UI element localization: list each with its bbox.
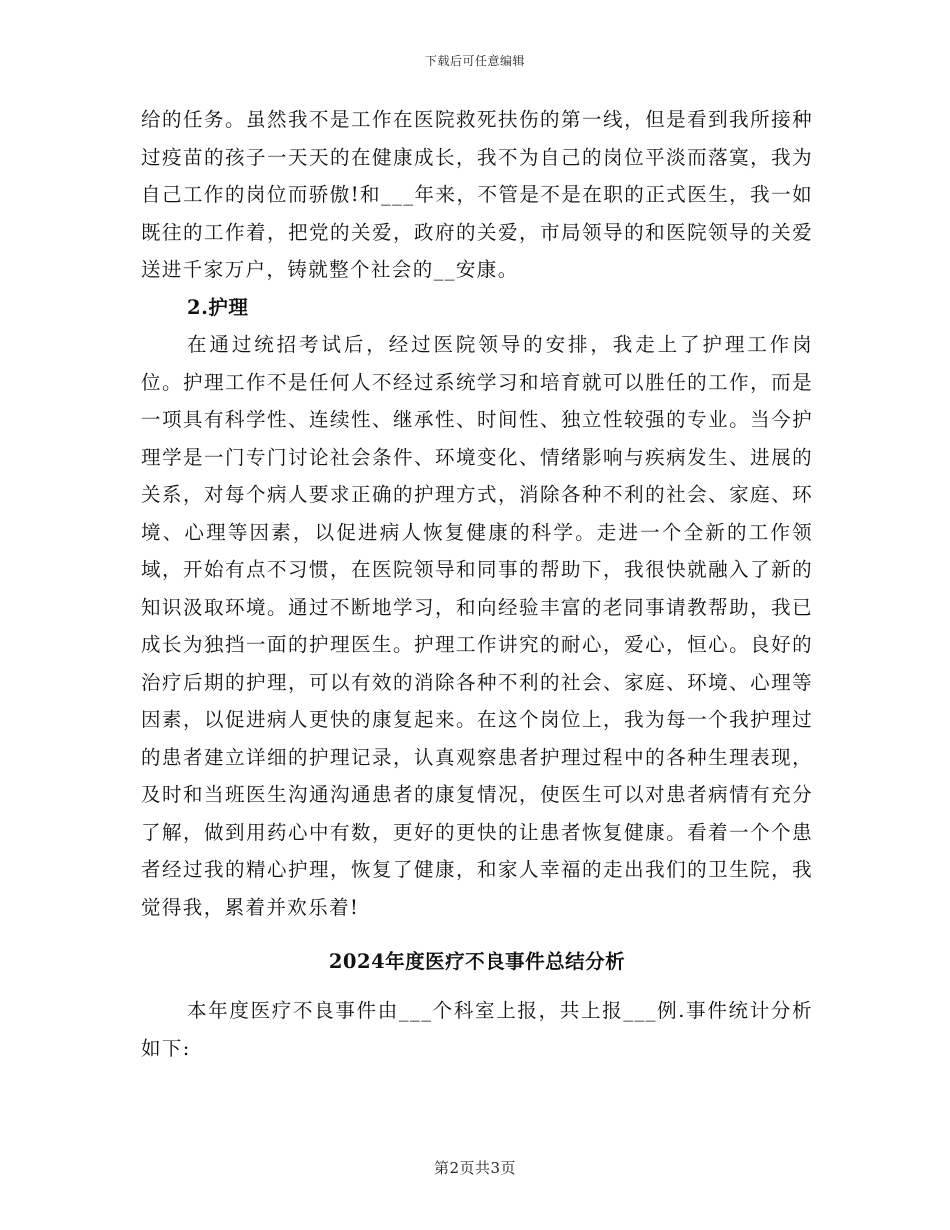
page-header-note: 下载后可任意编辑 — [424, 54, 525, 68]
section-heading-nursing: 2.护理 — [187, 295, 249, 319]
paragraph-continued: 给的任务。虽然我不是工作在医院救死扶伤的第一线，但是看到我所接种过疫苗的孩子一天天的在健康成长，我不为自己的岗位平淡而落寞，我为自己工作的岗位而骄傲!和___年来，不管是不是在职的正式医生，我一如既往的工作着，把党的关爱，政府的关爱，市局领导的和医院领导的关爱送进千家万户，铸就整个社会的__安康。 — [141, 108, 813, 281]
document-body — [141, 101, 813, 1067]
page-number-footer: 第2页共3页 — [433, 1159, 517, 1177]
paragraph-nursing: 在通过统招考试后，经过医院领导的安排，我走上了护理工作岗位。护理工作不是任何人不经过系统学习和培育就可以胜任的工作，而是一项具有科学性、连续性、继承性、时间性、独立性较强的专业。当今护理学是一门专门讨论社会条件、环境变化、情绪影响与疾病发生、进展的关系，对每个病人要求正确的护理方式，消除各种不利的社会、家庭、环境、心理等因素，以促进病人恢复健康的科学。走进一个全新的工作领域，开始有点不习惯，在医院领导和同事的帮助下，我很快就融入了新的知识汲取环境。通过不断地学习，和向经验丰富的老同事请教帮助，我已成长为独挡一面的护理医生。护理工作讲究的耐心，爱心，恒心。良好的治疗后期的护理，可以有效的消除各种不利的社会、家庭、环境、心理等因素，以促进病人更快的康复起来。在这个岗位上，我为每一个我护理过的患者建立详细的护理记录，认真观察患者护理过程中的各种生理表现，及时和当班医生沟通沟通患者的康复情况，使医生可以对患者病情有充分了解，做到用药心中有数，更好的更快的让患者恢复健康。看着一个个患者经过我的精心护理，恢复了健康，和家人幸福的走出我们的卫生院，我觉得我，累着并欢乐着! — [141, 333, 813, 919]
document-title: 2024年度医疗不良事件总结分析 — [328, 950, 626, 973]
spacer — [141, 982, 813, 992]
paragraph-intro: 本年度医疗不良事件由___个科室上报，共上报___例.事件统计分析如下: — [141, 999, 813, 1060]
